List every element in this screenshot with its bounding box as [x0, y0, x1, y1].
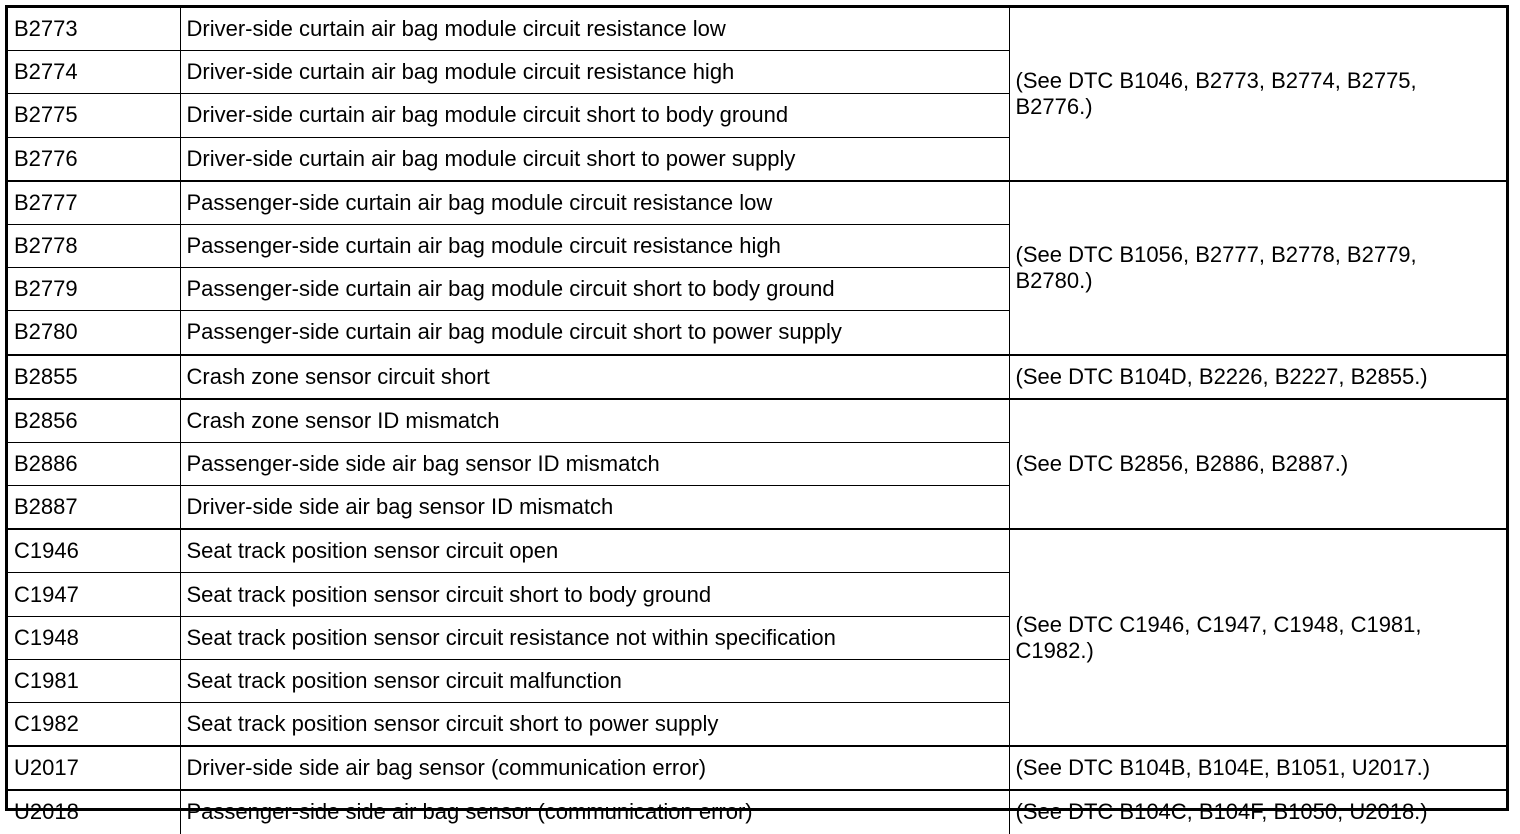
dtc-description-cell: Driver-side curtain air bag module circuit short to body ground — [180, 94, 1009, 137]
dtc-code-cell: B2777 — [8, 181, 180, 225]
dtc-code-cell: C1982 — [8, 703, 180, 747]
dtc-code-cell: C1947 — [8, 573, 180, 616]
dtc-code-cell: B2776 — [8, 137, 180, 181]
dtc-description-cell: Driver-side side air bag sensor (communication error) — [180, 746, 1009, 790]
dtc-code-cell: B2780 — [8, 311, 180, 355]
dtc-description-cell: Passenger-side side air bag sensor (communication error) — [180, 790, 1009, 833]
table-row — [8, 529, 1506, 573]
dtc-reference-cell: (See DTC B1056, B2777, B2778, B2779, B2780.) — [1009, 181, 1506, 355]
dtc-code-cell: B2779 — [8, 268, 180, 311]
dtc-description-cell: Driver-side curtain air bag module circuit short to power supply — [180, 137, 1009, 181]
dtc-code-cell: B2855 — [8, 355, 180, 399]
dtc-reference-cell: (See DTC B1046, B2773, B2774, B2775, B2776.) — [1009, 8, 1506, 181]
dtc-code-cell: B2886 — [8, 442, 180, 485]
dtc-description-cell: Driver-side curtain air bag module circuit resistance low — [180, 8, 1009, 51]
dtc-reference-cell: (See DTC C1946, C1947, C1948, C1981, C1982.) — [1009, 529, 1506, 746]
dtc-description-cell: Seat track position sensor circuit open — [180, 529, 1009, 573]
dtc-code-cell: C1946 — [8, 529, 180, 573]
dtc-code-cell: B2775 — [8, 94, 180, 137]
dtc-code-cell: B2774 — [8, 51, 180, 94]
dtc-code-cell: B2778 — [8, 224, 180, 267]
dtc-description-cell: Passenger-side curtain air bag module circuit short to power supply — [180, 311, 1009, 355]
dtc-code-cell: C1948 — [8, 616, 180, 659]
dtc-description-cell: Passenger-side curtain air bag module circuit resistance low — [180, 181, 1009, 225]
table-row — [8, 790, 1506, 833]
dtc-code-cell: B2773 — [8, 8, 180, 51]
dtc-description-cell: Seat track position sensor circuit malfunction — [180, 659, 1009, 702]
dtc-reference-cell: (See DTC B104C, B104F, B1050, U2018.) — [1009, 790, 1506, 833]
dtc-description-cell: Driver-side curtain air bag module circuit resistance high — [180, 51, 1009, 94]
table-row — [8, 399, 1506, 443]
dtc-code-cell: U2017 — [8, 746, 180, 790]
dtc-table-body — [8, 8, 1506, 834]
dtc-description-cell: Passenger-side side air bag sensor ID mismatch — [180, 442, 1009, 485]
dtc-description-cell: Crash zone sensor ID mismatch — [180, 399, 1009, 443]
dtc-reference-cell: (See DTC B104D, B2226, B2227, B2855.) — [1009, 355, 1506, 399]
dtc-reference-cell: (See DTC B2856, B2886, B2887.) — [1009, 399, 1506, 530]
table-row — [8, 8, 1506, 51]
dtc-table — [8, 8, 1506, 834]
dtc-description-cell: Passenger-side curtain air bag module circuit resistance high — [180, 224, 1009, 267]
dtc-description-cell: Seat track position sensor circuit short to power supply — [180, 703, 1009, 747]
dtc-reference-cell: (See DTC B104B, B104E, B1051, U2017.) — [1009, 746, 1506, 790]
table-row — [8, 355, 1506, 399]
dtc-description-cell: Crash zone sensor circuit short — [180, 355, 1009, 399]
dtc-description-cell: Passenger-side curtain air bag module circuit short to body ground — [180, 268, 1009, 311]
table-row — [8, 181, 1506, 225]
dtc-table-frame — [5, 5, 1509, 825]
dtc-code-cell: B2887 — [8, 486, 180, 530]
dtc-description-cell: Driver-side side air bag sensor ID mismatch — [180, 486, 1009, 530]
dtc-code-cell: B2856 — [8, 399, 180, 443]
dtc-description-cell: Seat track position sensor circuit resistance not within specification — [180, 616, 1009, 659]
dtc-code-cell: C1981 — [8, 659, 180, 702]
dtc-description-cell: Seat track position sensor circuit short to body ground — [180, 573, 1009, 616]
dtc-code-cell: U2018 — [8, 790, 180, 833]
table-row — [8, 746, 1506, 790]
